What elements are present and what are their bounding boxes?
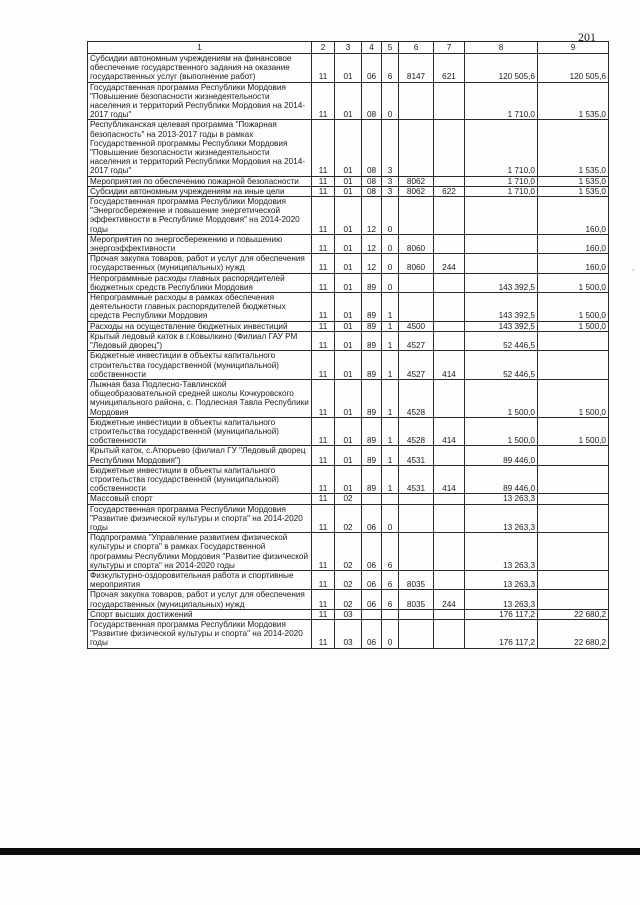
amount-2015: 13 263,3	[465, 504, 538, 533]
amount-2016: 1 535,0	[538, 176, 609, 186]
table-row	[88, 54, 609, 83]
program-code: 89	[362, 351, 382, 380]
section-code: 11	[312, 446, 335, 465]
amount-2016	[538, 504, 609, 533]
direction-code: 4531	[399, 465, 434, 494]
program-code: 06	[362, 504, 382, 533]
subprogram-code: 6	[382, 54, 399, 83]
subsection-code: 01	[335, 234, 362, 253]
direction-code: 8035	[399, 590, 434, 609]
amount-2016: 160,0	[538, 234, 609, 253]
subprogram-code: 1	[382, 446, 399, 465]
table-row	[88, 417, 609, 446]
expense-type-code	[434, 504, 465, 533]
subprogram-code: 1	[382, 321, 399, 331]
column-header: 3	[335, 42, 362, 54]
direction-code: 4531	[399, 446, 434, 465]
program-code	[362, 494, 382, 504]
direction-code	[399, 504, 434, 533]
expense-type-code	[434, 533, 465, 571]
subsection-code: 03	[335, 609, 362, 619]
row-name: Спорт высших достижений	[88, 609, 312, 619]
expense-type-code	[434, 570, 465, 589]
row-name: Расходы на осуществление бюджетных инвестиций	[88, 321, 312, 331]
section-code: 11	[312, 254, 335, 273]
direction-code: 4528	[399, 417, 434, 446]
table-row	[88, 504, 609, 533]
row-name: Массовый спорт	[88, 494, 312, 504]
direction-code: 8060	[399, 254, 434, 273]
row-name: Крытый каток, с.Атюрьево (филиал ГУ "Ледовый дворец Республики Мордовия")	[88, 446, 312, 465]
expense-type-code	[434, 379, 465, 417]
amount-2015: 1 500,0	[465, 379, 538, 417]
program-code: 06	[362, 570, 382, 589]
amount-2016: 1 500,0	[538, 321, 609, 331]
page-number: 201	[578, 30, 596, 44]
program-code: 08	[362, 186, 382, 196]
table-row	[88, 379, 609, 417]
expense-type-code: 244	[434, 590, 465, 609]
section-code: 11	[312, 186, 335, 196]
row-name: Государственная программа Республики Мордовия "Развитие физической культуры и спорта" на 2014-2020 годы	[88, 504, 312, 533]
subprogram-code	[382, 609, 399, 619]
section-code: 11	[312, 504, 335, 533]
direction-code: 4527	[399, 331, 434, 350]
subsection-code: 01	[335, 120, 362, 176]
section-code: 11	[312, 176, 335, 186]
table-row	[88, 293, 609, 322]
subsection-code: 01	[335, 293, 362, 322]
subsection-code: 01	[335, 176, 362, 186]
table-row	[88, 465, 609, 494]
table-row	[88, 321, 609, 331]
amount-2015: 1 710,0	[465, 120, 538, 176]
amount-2016: 1 535,0	[538, 82, 609, 120]
table-row	[88, 351, 609, 380]
expense-type-code	[434, 197, 465, 235]
table-row	[88, 82, 609, 120]
row-name: Непрограммные расходы в рамках обеспечения деятельности главных распорядителей бюджетных средств Республики Мордовия	[88, 293, 312, 322]
table-row	[88, 273, 609, 292]
amount-2015: 13 263,3	[465, 590, 538, 609]
program-code: 89	[362, 293, 382, 322]
amount-2016: 160,0	[538, 197, 609, 235]
amount-2015	[465, 197, 538, 235]
program-code: 06	[362, 619, 382, 648]
subprogram-code: 1	[382, 465, 399, 494]
budget-table	[87, 41, 609, 649]
subsection-code: 01	[335, 197, 362, 235]
table-row	[88, 570, 609, 589]
table-row	[88, 186, 609, 196]
amount-2015: 1 710,0	[465, 176, 538, 186]
table-row	[88, 619, 609, 648]
program-code: 12	[362, 254, 382, 273]
subsection-code: 01	[335, 82, 362, 120]
amount-2016: 120 505,6	[538, 54, 609, 83]
direction-code	[399, 619, 434, 648]
subprogram-code: 1	[382, 379, 399, 417]
program-code: 06	[362, 54, 382, 83]
amount-2016	[538, 590, 609, 609]
subprogram-code: 3	[382, 186, 399, 196]
amount-2015: 52 446,5	[465, 331, 538, 350]
row-name: Непрограммные расходы главных распорядителей бюджетных средств Республики Мордовия	[88, 273, 312, 292]
program-code: 12	[362, 234, 382, 253]
amount-2016: 1 535,0	[538, 186, 609, 196]
subprogram-code: 0	[382, 273, 399, 292]
table-row	[88, 254, 609, 273]
amount-2015: 120 505,6	[465, 54, 538, 83]
subsection-code: 01	[335, 54, 362, 83]
section-code: 11	[312, 234, 335, 253]
row-name: Физкультурно-оздоровительная работа и спортивные мероприятия	[88, 570, 312, 589]
expense-type-code: 621	[434, 54, 465, 83]
amount-2016: 1 535,0	[538, 120, 609, 176]
subsection-code: 02	[335, 504, 362, 533]
expense-type-code: 414	[434, 351, 465, 380]
row-name: Государственная программа Республики Мордовия "Энергосбережение и повышение энергетической эффективности в Республике Мордовия" на 2014-2020 годы	[88, 197, 312, 235]
column-header: 9	[538, 42, 609, 54]
subprogram-code: 6	[382, 570, 399, 589]
amount-2015: 13 263,3	[465, 494, 538, 504]
direction-code: 8062	[399, 176, 434, 186]
subprogram-code: 1	[382, 331, 399, 350]
section-code: 11	[312, 331, 335, 350]
table-row	[88, 590, 609, 609]
amount-2016	[538, 446, 609, 465]
section-code: 11	[312, 54, 335, 83]
direction-code	[399, 197, 434, 235]
section-code: 11	[312, 494, 335, 504]
subprogram-code: 0	[382, 197, 399, 235]
direction-code: 4527	[399, 351, 434, 380]
amount-2016	[538, 465, 609, 494]
scan-mark: ‘	[632, 268, 634, 277]
program-code: 89	[362, 446, 382, 465]
column-header: 6	[399, 42, 434, 54]
amount-2015: 1 500,0	[465, 417, 538, 446]
subsection-code: 02	[335, 494, 362, 504]
subprogram-code: 0	[382, 619, 399, 648]
section-code: 11	[312, 120, 335, 176]
expense-type-code: 414	[434, 465, 465, 494]
row-name: Субсидии автономным учреждениям на финансовое обеспечение государственного задания на оказание государственных услуг (выполнение работ)	[88, 54, 312, 83]
expense-type-code	[434, 176, 465, 186]
subprogram-code: 3	[382, 120, 399, 176]
row-name: Республиканская целевая программа "Пожарная безопасность" на 2013-2017 годы в рамках Государственной программы Республики Мордовия "Повышение безопасности жизнедеятельности населения и территорий Республики Мордовия на 2014-2017 годы"	[88, 120, 312, 176]
program-code: 06	[362, 590, 382, 609]
amount-2015	[465, 254, 538, 273]
subsection-code: 01	[335, 465, 362, 494]
section-code: 11	[312, 465, 335, 494]
program-code: 89	[362, 321, 382, 331]
row-name: Субсидии автономным учреждениям на иные цели	[88, 186, 312, 196]
program-code: 89	[362, 465, 382, 494]
section-code: 11	[312, 570, 335, 589]
expense-type-code: 244	[434, 254, 465, 273]
subsection-code: 01	[335, 254, 362, 273]
amount-2015: 89 446,0	[465, 446, 538, 465]
program-code: 08	[362, 120, 382, 176]
section-code: 11	[312, 321, 335, 331]
expense-type-code	[434, 494, 465, 504]
section-code: 11	[312, 417, 335, 446]
expense-type-code	[434, 446, 465, 465]
amount-2015: 176 117,2	[465, 609, 538, 619]
expense-type-code	[434, 273, 465, 292]
program-code: 89	[362, 379, 382, 417]
direction-code	[399, 293, 434, 322]
amount-2015: 143 392,5	[465, 293, 538, 322]
amount-2015: 143 392,5	[465, 273, 538, 292]
section-code: 11	[312, 197, 335, 235]
expense-type-code: 622	[434, 186, 465, 196]
column-header: 4	[362, 42, 382, 54]
table-row	[88, 494, 609, 504]
amount-2016	[538, 351, 609, 380]
program-code	[362, 609, 382, 619]
section-code: 11	[312, 590, 335, 609]
subprogram-code: 0	[382, 82, 399, 120]
amount-2015: 52 446,5	[465, 351, 538, 380]
amount-2015: 1 710,0	[465, 186, 538, 196]
row-name: Прочая закупка товаров, работ и услуг для обеспечения государственных (муниципальных) нужд	[88, 590, 312, 609]
expense-type-code	[434, 321, 465, 331]
amount-2016: 160,0	[538, 254, 609, 273]
table-row	[88, 197, 609, 235]
program-code: 08	[362, 82, 382, 120]
direction-code	[399, 120, 434, 176]
expense-type-code	[434, 120, 465, 176]
table-row	[88, 609, 609, 619]
row-name: Прочая закупка товаров, работ и услуг для обеспечения государственных (муниципальных) нужд	[88, 254, 312, 273]
direction-code	[399, 609, 434, 619]
scan-edge-bar	[0, 848, 640, 855]
subsection-code: 01	[335, 186, 362, 196]
amount-2015: 13 263,3	[465, 570, 538, 589]
subsection-code: 03	[335, 619, 362, 648]
amount-2016	[538, 533, 609, 571]
row-name: Бюджетные инвестиции в объекты капитального строительства государственной (муниципальной) собственности	[88, 465, 312, 494]
column-header: 5	[382, 42, 399, 54]
subprogram-code: 6	[382, 590, 399, 609]
subprogram-code	[382, 494, 399, 504]
amount-2016: 22 680,2	[538, 609, 609, 619]
table-row	[88, 533, 609, 571]
subsection-code: 01	[335, 331, 362, 350]
subsection-code: 02	[335, 590, 362, 609]
subsection-code: 01	[335, 446, 362, 465]
section-code: 11	[312, 273, 335, 292]
subsection-code: 01	[335, 321, 362, 331]
direction-code: 8062	[399, 186, 434, 196]
amount-2016: 1 500,0	[538, 379, 609, 417]
expense-type-code	[434, 331, 465, 350]
amount-2016	[538, 494, 609, 504]
amount-2016: 1 500,0	[538, 273, 609, 292]
program-code: 89	[362, 331, 382, 350]
subsection-code: 01	[335, 351, 362, 380]
subsection-code: 01	[335, 417, 362, 446]
expense-type-code	[434, 234, 465, 253]
expense-type-code	[434, 293, 465, 322]
row-name: Мероприятия по энергосбережению и повышению энергоэффективности	[88, 234, 312, 253]
column-header: 2	[312, 42, 335, 54]
subprogram-code: 1	[382, 293, 399, 322]
header-row	[88, 42, 609, 54]
direction-code: 8060	[399, 234, 434, 253]
row-name: Мероприятия по обеспечению пожарной безопасности	[88, 176, 312, 186]
section-code: 11	[312, 351, 335, 380]
amount-2015: 1 710,0	[465, 82, 538, 120]
section-code: 11	[312, 82, 335, 120]
expense-type-code	[434, 609, 465, 619]
subsection-code: 02	[335, 533, 362, 571]
direction-code: 8035	[399, 570, 434, 589]
section-code: 11	[312, 609, 335, 619]
section-code: 11	[312, 379, 335, 417]
subprogram-code: 3	[382, 176, 399, 186]
amount-2015: 143 392,5	[465, 321, 538, 331]
subprogram-code: 0	[382, 234, 399, 253]
direction-code	[399, 82, 434, 120]
program-code: 08	[362, 176, 382, 186]
amount-2016: 22 680,2	[538, 619, 609, 648]
amount-2016: 1 500,0	[538, 293, 609, 322]
row-name: Подпрограмма "Управление развитием физической культуры и спорта" в рамках Государственной программы Республики Мордовия "Развитие физической культуры и спорта" на 2014-2020 годы	[88, 533, 312, 571]
table-row	[88, 331, 609, 350]
column-header: 7	[434, 42, 465, 54]
subprogram-code: 1	[382, 351, 399, 380]
row-name: Бюджетные инвестиции в объекты капитального строительства государственной (муниципальной) собственности	[88, 417, 312, 446]
program-code: 89	[362, 417, 382, 446]
direction-code: 4528	[399, 379, 434, 417]
table-row	[88, 234, 609, 253]
subprogram-code: 0	[382, 254, 399, 273]
amount-2015: 13 263,3	[465, 533, 538, 571]
amount-2015: 176 117,2	[465, 619, 538, 648]
amount-2015	[465, 234, 538, 253]
table-row	[88, 120, 609, 176]
direction-code	[399, 273, 434, 292]
table-row	[88, 176, 609, 186]
amount-2016: 1 500,0	[538, 417, 609, 446]
section-code: 11	[312, 619, 335, 648]
amount-2016	[538, 331, 609, 350]
column-header: 8	[465, 42, 538, 54]
row-name: Государственная программа Республики Мордовия "Повышение безопасности жизнедеятельности населения и территорий Республики Мордовия на 2014-2017 годы"	[88, 82, 312, 120]
table-body	[88, 54, 609, 649]
program-code: 12	[362, 197, 382, 235]
row-name: Государственная программа Республики Мордовия "Развитие физической культуры и спорта" на 2014-2020 годы	[88, 619, 312, 648]
program-code: 06	[362, 533, 382, 571]
expense-type-code	[434, 619, 465, 648]
subprogram-code: 6	[382, 533, 399, 571]
direction-code: 8147	[399, 54, 434, 83]
direction-code: 4500	[399, 321, 434, 331]
expense-type-code: 414	[434, 417, 465, 446]
amount-2015: 89 446,0	[465, 465, 538, 494]
direction-code	[399, 533, 434, 571]
table-row	[88, 446, 609, 465]
expense-type-code	[434, 82, 465, 120]
subprogram-code: 1	[382, 417, 399, 446]
row-name: Бюджетные инвестиции в объекты капитального строительства государственной (муниципальной) собственности	[88, 351, 312, 380]
section-code: 11	[312, 293, 335, 322]
subsection-code: 02	[335, 570, 362, 589]
row-name: Лыжная база Подлесно-Тавлинской общеобразовательной средней школы Кочкуровского муниципального района, с. Подлесная Тавла Республики Мордовия	[88, 379, 312, 417]
row-name: Крытый ледовый каток в г.Ковылкино (Филиал ГАУ РМ "Ледовый дворец")	[88, 331, 312, 350]
amount-2016	[538, 570, 609, 589]
subprogram-code: 0	[382, 504, 399, 533]
section-code: 11	[312, 533, 335, 571]
subsection-code: 01	[335, 273, 362, 292]
subsection-code: 01	[335, 379, 362, 417]
program-code: 89	[362, 273, 382, 292]
column-header: 1	[88, 42, 312, 54]
direction-code	[399, 494, 434, 504]
